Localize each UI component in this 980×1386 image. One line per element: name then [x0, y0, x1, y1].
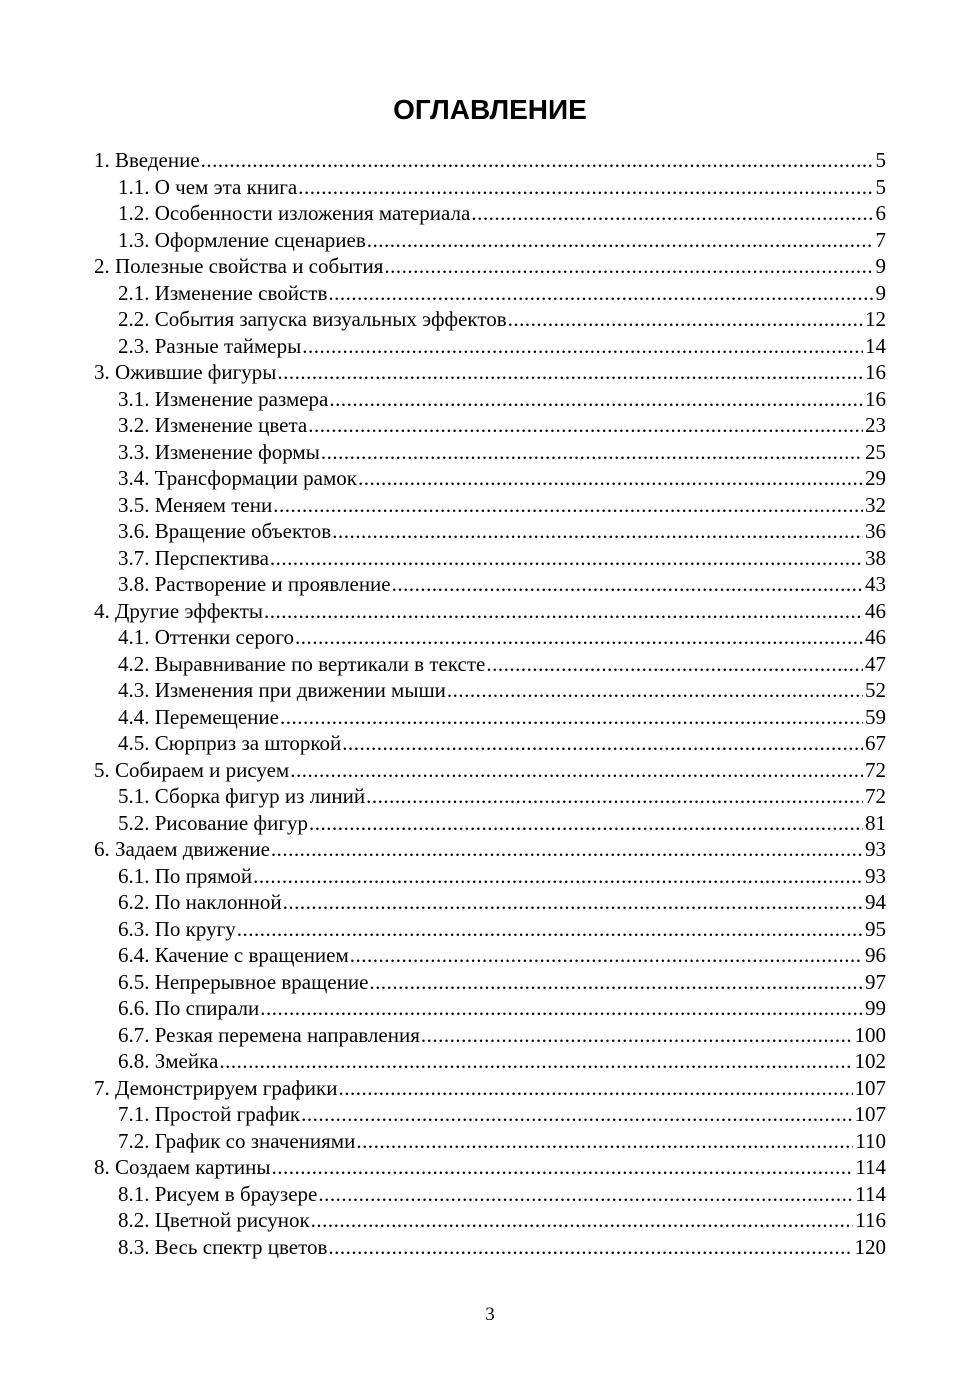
toc-entry-page: 32: [865, 492, 886, 517]
dot-leader: [264, 598, 863, 625]
toc-entry-title: 3.7. Перспектива: [118, 545, 269, 570]
toc-entry-page: 97: [865, 969, 886, 994]
dot-leader: [201, 147, 874, 174]
toc-chapter: [94, 147, 886, 174]
table-of-contents: [94, 147, 886, 1260]
toc-entry-title: 4. Другие эффекты: [94, 598, 263, 623]
toc-entry-title: 4.4. Перемещение: [118, 704, 279, 729]
toc-section: [94, 783, 886, 810]
toc-entry-page: 38: [865, 545, 886, 570]
dot-leader: [277, 359, 863, 386]
toc-entry-title: 6.1. По прямой: [118, 863, 253, 888]
toc-entry-title: 1. Введение: [94, 148, 200, 172]
toc-entry-page: 47: [865, 651, 886, 676]
dot-leader: [301, 1101, 852, 1128]
toc-section: [94, 704, 886, 731]
toc-section: [94, 1048, 886, 1075]
dot-leader: [260, 995, 863, 1022]
toc-entry-title: 4.1. Оттенки серого: [118, 625, 295, 649]
toc-entry-page: 43: [865, 572, 886, 596]
toc-entry-title: 3.4. Трансформации рамок: [118, 466, 357, 490]
toc-entry-page: 52: [865, 678, 886, 702]
dot-leader: [358, 465, 863, 492]
dot-leader: [447, 677, 863, 704]
toc-section: [94, 306, 886, 333]
toc-entry-title: 6.4. Качение с вращением: [118, 943, 349, 967]
toc-entry-page: 46: [865, 625, 886, 649]
toc-section: [94, 439, 886, 466]
toc-entry-page: 99: [865, 996, 886, 1020]
dot-leader: [328, 280, 873, 307]
toc-section: [94, 227, 886, 254]
toc-entry-title: 3.8. Растворение и проявление: [118, 572, 391, 596]
dot-leader: [384, 253, 873, 280]
dot-leader: [295, 624, 863, 651]
dot-leader: [309, 810, 863, 837]
dot-leader: [318, 1181, 853, 1208]
toc-section: [94, 545, 886, 572]
toc-section: [94, 174, 886, 201]
toc-entry-page: 95: [865, 916, 886, 941]
toc-entry-title: 3.3. Изменение формы: [118, 439, 320, 464]
toc-entry-page: 9: [875, 280, 886, 305]
toc-entry-page: 16: [865, 386, 886, 411]
toc-entry-title: 7.1. Простой график: [118, 1102, 301, 1126]
toc-entry-page: 5: [875, 148, 886, 172]
toc-section: [94, 200, 886, 227]
toc-section: [94, 518, 886, 545]
toc-entry-page: 12: [865, 307, 886, 331]
dot-leader: [283, 889, 863, 916]
dot-leader: [329, 386, 863, 413]
toc-section: [94, 889, 886, 916]
toc-chapter: [94, 359, 886, 386]
dot-leader: [280, 704, 863, 731]
toc-section: [94, 1101, 886, 1128]
toc-section: [94, 810, 886, 837]
toc-entry-title: 8.1. Рисуем в браузере: [118, 1181, 318, 1206]
toc-entry-title: 1.3. Оформление сценариев: [118, 227, 366, 252]
toc-section: [94, 333, 886, 360]
toc-entry-page: 114: [855, 1155, 886, 1179]
toc-section: [94, 412, 886, 439]
toc-entry-page: 25: [865, 439, 886, 464]
dot-leader: [308, 412, 863, 439]
toc-chapter: [94, 1075, 886, 1102]
toc-section: [94, 969, 886, 996]
toc-entry-page: 6: [875, 201, 886, 225]
toc-section: [94, 651, 886, 678]
toc-entry-page: 59: [865, 704, 886, 729]
dot-leader: [332, 518, 863, 545]
toc-chapter: [94, 757, 886, 784]
toc-entry-title: 4.2. Выравнивание по вертикали в тексте: [118, 651, 486, 676]
toc-entry-page: 96: [865, 943, 886, 967]
toc-section: [94, 916, 886, 943]
dot-leader: [290, 757, 863, 784]
toc-section: [94, 280, 886, 307]
dot-leader: [253, 863, 863, 890]
toc-entry-page: 93: [865, 837, 886, 861]
toc-entry-page: 120: [854, 1234, 886, 1259]
page-title: ОГЛАВЛЕНИЕ: [393, 94, 587, 125]
dot-leader: [271, 836, 863, 863]
dot-leader: [421, 1022, 853, 1049]
toc-entry-title: 7. Демонстрируем графики: [94, 1075, 338, 1100]
toc-entry-page: 72: [865, 757, 886, 782]
toc-entry-page: 114: [855, 1181, 886, 1206]
toc-section: [94, 571, 886, 598]
toc-entry-title: 8.3. Весь спектр цветов: [118, 1234, 328, 1259]
toc-entry-title: 7.2. График со значениями: [118, 1128, 356, 1153]
toc-entry-title: 3.5. Меняем тени: [118, 492, 273, 517]
toc-entry-page: 7: [875, 227, 886, 252]
page-number: 3: [485, 1304, 495, 1325]
toc-entry-page: 9: [875, 254, 886, 278]
dot-leader: [321, 439, 863, 466]
toc-entry-page: 107: [854, 1102, 886, 1126]
toc-entry-title: 6.3. По кругу: [118, 916, 236, 941]
toc-section: [94, 386, 886, 413]
dot-leader: [392, 571, 863, 598]
toc-entry-title: 4.3. Изменения при движении мыши: [118, 678, 446, 702]
toc-entry-title: 2.2. События запуска визуальных эффектов: [118, 307, 507, 331]
toc-entry-page: 110: [855, 1128, 886, 1153]
dot-leader: [298, 174, 873, 201]
toc-section: [94, 863, 886, 890]
toc-entry-page: 116: [855, 1208, 886, 1232]
toc-entry-page: 5: [875, 174, 886, 199]
dot-leader: [311, 1207, 854, 1234]
toc-entry-title: 5.1. Сборка фигур из линий: [118, 784, 366, 808]
toc-entry-title: 8.2. Цветной рисунок: [118, 1208, 310, 1232]
dot-leader: [471, 200, 873, 227]
dot-leader: [350, 942, 863, 969]
toc-section: [94, 1022, 886, 1049]
dot-leader: [369, 969, 863, 996]
toc-entry-page: 23: [865, 413, 886, 437]
dot-leader: [237, 916, 863, 943]
dot-leader: [508, 306, 863, 333]
toc-entry-page: 107: [854, 1075, 886, 1100]
toc-section: [94, 1207, 886, 1234]
toc-entry-page: 36: [865, 519, 886, 543]
toc-entry-page: 100: [854, 1022, 886, 1047]
toc-chapter: [94, 1154, 886, 1181]
toc-entry-title: 6. Задаем движение: [94, 837, 270, 861]
toc-entry-page: 81: [865, 810, 886, 835]
toc-entry-page: 29: [865, 466, 886, 490]
toc-entry-title: 2. Полезные свойства и события: [94, 254, 384, 278]
toc-entry-page: 46: [865, 598, 886, 623]
toc-entry-page: 16: [865, 360, 886, 384]
toc-entry-title: 6.5. Непрерывное вращение: [118, 969, 369, 994]
toc-entry-page: 67: [865, 731, 886, 755]
dot-leader: [486, 651, 863, 678]
dot-leader: [271, 1154, 853, 1181]
toc-entry-title: 3. Ожившие фигуры: [94, 360, 277, 384]
toc-chapter: [94, 598, 886, 625]
toc-entry-title: 6.8. Змейка: [118, 1049, 219, 1073]
toc-section: [94, 624, 886, 651]
toc-section: [94, 465, 886, 492]
toc-section: [94, 730, 886, 757]
toc-entry-page: 102: [854, 1049, 886, 1073]
toc-entry-title: 3.2. Изменение цвета: [118, 413, 308, 437]
dot-leader: [356, 1128, 853, 1155]
toc-entry-title: 5.2. Рисование фигур: [118, 810, 308, 835]
toc-chapter: [94, 836, 886, 863]
dot-leader: [366, 783, 863, 810]
toc-section: [94, 1181, 886, 1208]
toc-entry-title: 3.6. Вращение объектов: [118, 519, 332, 543]
toc-entry-page: 14: [865, 333, 886, 358]
toc-section: [94, 1234, 886, 1261]
toc-entry-title: 5. Собираем и рисуем: [94, 757, 290, 782]
dot-leader: [273, 492, 863, 519]
toc-entry-title: 6.7. Резкая перемена направления: [118, 1022, 420, 1047]
toc-section: [94, 677, 886, 704]
toc-entry-title: 6.2. По наклонной: [118, 890, 282, 914]
toc-entry-page: 72: [865, 784, 886, 808]
toc-entry-title: 6.6. По спирали: [118, 996, 260, 1020]
dot-leader: [219, 1048, 852, 1075]
toc-entry-title: 1.1. О чем эта книга: [118, 174, 298, 199]
toc-entry-title: 4.5. Сюрприз за шторкой: [118, 731, 342, 755]
dot-leader: [342, 730, 863, 757]
dot-leader: [328, 1234, 852, 1261]
toc-section: [94, 1128, 886, 1155]
dot-leader: [270, 545, 863, 572]
toc-section: [94, 995, 886, 1022]
toc-chapter: [94, 253, 886, 280]
toc-entry-title: 2.3. Разные таймеры: [118, 333, 302, 358]
dot-leader: [338, 1075, 852, 1102]
toc-entry-title: 8. Создаем картины: [94, 1155, 271, 1179]
dot-leader: [367, 227, 874, 254]
toc-section: [94, 492, 886, 519]
toc-entry-title: 1.2. Особенности изложения материала: [118, 201, 471, 225]
toc-section: [94, 942, 886, 969]
toc-entry-title: 3.1. Изменение размера: [118, 386, 329, 411]
toc-entry-title: 2.1. Изменение свойств: [118, 280, 328, 305]
toc-entry-page: 94: [865, 890, 886, 914]
dot-leader: [302, 333, 863, 360]
toc-entry-page: 93: [865, 863, 886, 888]
